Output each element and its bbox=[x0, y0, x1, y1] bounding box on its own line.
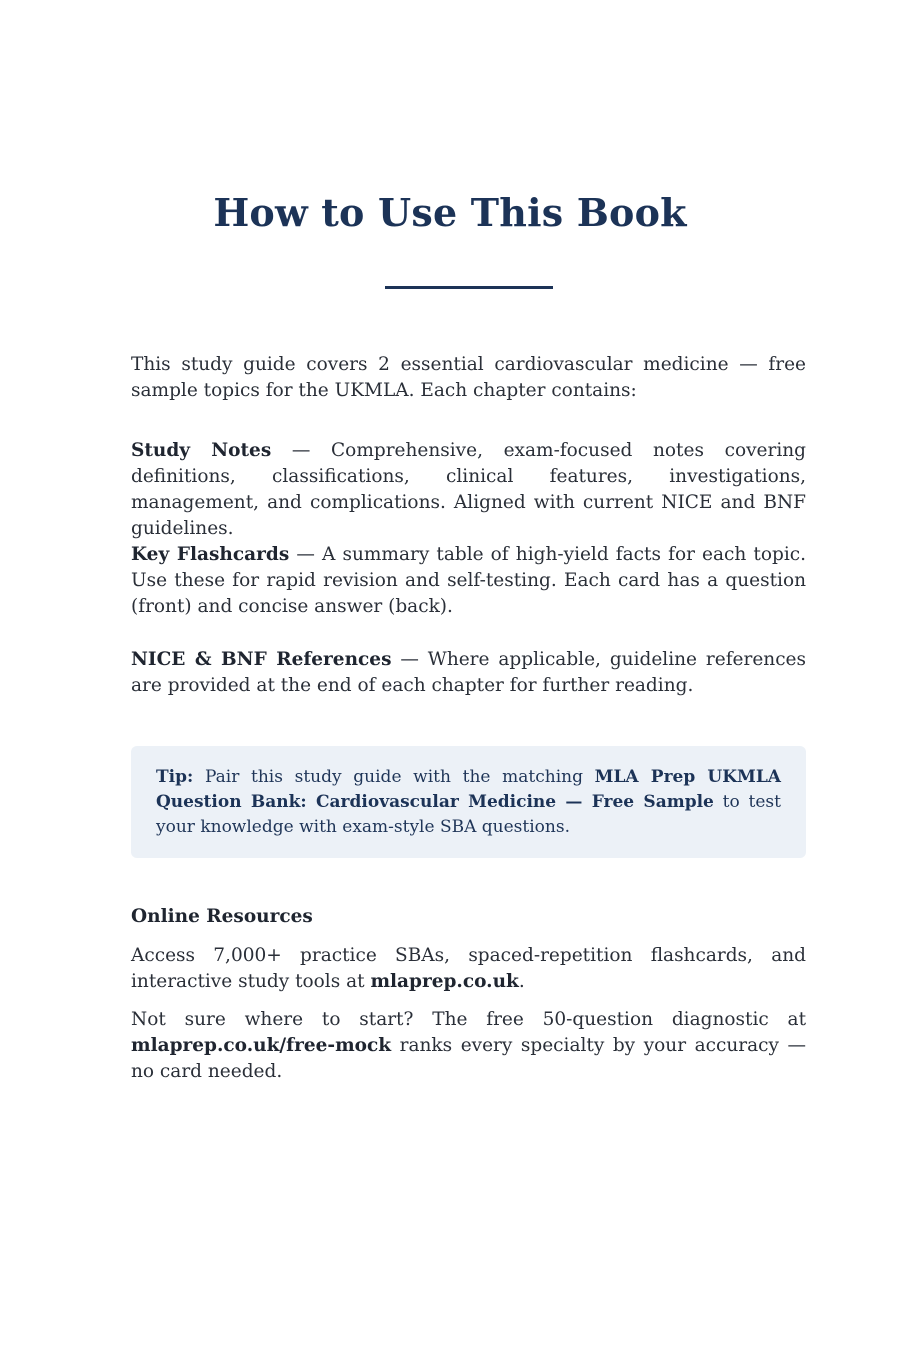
study-notes-text: — Comprehensive, exam-focused notes covering definitions, classifications, clinical features, investigations, management, and complications. Aligned with current NICE and BNF guidelines. bbox=[131, 440, 806, 539]
online-resources-heading: Online Resources bbox=[131, 906, 313, 927]
free-mock-link[interactable]: mlaprep.co.uk/free-mock bbox=[131, 1035, 392, 1056]
key-flashcards-text: — A summary table of high-yield facts for each topic. Use these for rapid revision and self-testing. Each card has a question (front) and concise answer (back). bbox=[131, 544, 806, 617]
diagnostic-text-end: ranks every specialty by your accuracy — no card needed. bbox=[131, 1035, 806, 1082]
online-access-end: . bbox=[518, 971, 525, 992]
study-notes-paragraph bbox=[131, 438, 806, 542]
tip-question-bank-title: MLA Prep UKMLA Question Bank: Cardiovascular Medicine — Free Sample bbox=[156, 767, 781, 812]
key-flashcards-heading: Key Flashcards bbox=[131, 544, 290, 565]
references-text: — Where applicable, guideline references are provided at the end of each chapter for further reading. bbox=[131, 649, 806, 696]
references-paragraph bbox=[131, 647, 806, 699]
title-underline bbox=[385, 286, 553, 289]
study-notes-heading: Study Notes bbox=[131, 440, 272, 461]
diagnostic-text: Not sure where to start? The free 50-question diagnostic at bbox=[131, 1009, 806, 1030]
online-access-paragraph bbox=[131, 943, 806, 995]
references-heading: NICE & BNF References bbox=[131, 649, 392, 670]
key-flashcards-paragraph bbox=[131, 542, 806, 620]
tip-label: Tip: bbox=[156, 767, 194, 787]
tip-box bbox=[131, 746, 806, 858]
diagnostic-paragraph bbox=[131, 1007, 806, 1085]
tip-paragraph bbox=[156, 765, 781, 840]
intro-paragraph: This study guide covers 2 essential cardiovascular medicine — free sample topics for the UKMLA. Each chapter contains: bbox=[131, 354, 806, 401]
page-title: How to Use This Book bbox=[213, 190, 687, 235]
online-access-text: Access 7,000+ practice SBAs, spaced-repetition flashcards, and interactive study tools at bbox=[131, 945, 806, 992]
tip-text-before: Pair this study guide with the matching bbox=[193, 767, 595, 787]
mlaprep-link[interactable]: mlaprep.co.uk bbox=[370, 971, 519, 992]
tip-text-after: to test your knowledge with exam-style SBA questions. bbox=[156, 792, 781, 837]
